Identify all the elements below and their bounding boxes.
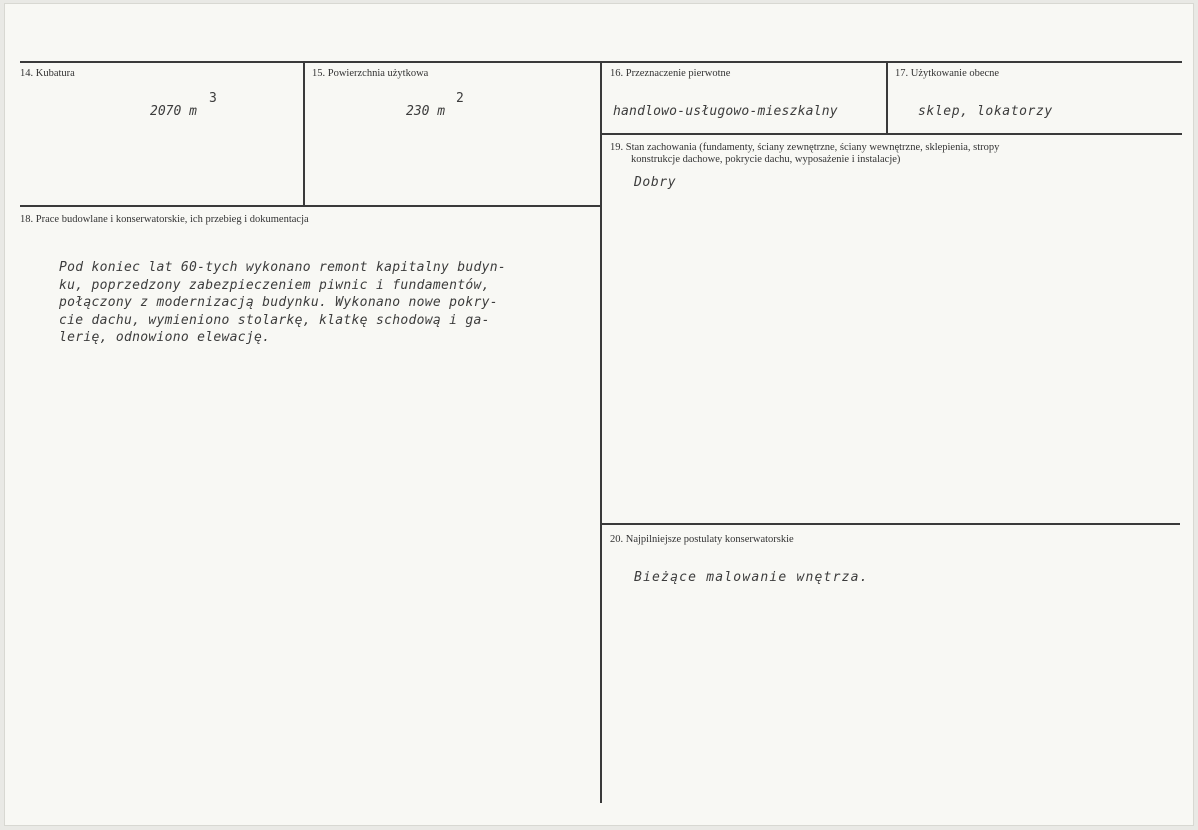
record-card bbox=[4, 3, 1194, 826]
field-20-value: Bieżące malowanie wnętrza. bbox=[634, 570, 869, 585]
field-15-label: 15. Powierzchnia użytkowa bbox=[312, 68, 429, 79]
field-18-text bbox=[59, 259, 506, 347]
field-17-label: 17. Użytkowanie obecne bbox=[895, 68, 1000, 79]
rule-under-19 bbox=[602, 523, 1180, 525]
field-18-label: 18. Prace budowlane i konserwatorskie, ich przebieg i dokumentacja bbox=[20, 214, 309, 225]
field-18-line: połączony z modernizacją budynku. Wykonano nowe pokry- bbox=[59, 295, 498, 310]
divider-16-17 bbox=[886, 63, 888, 133]
field-17-value: sklep, lokatorzy bbox=[918, 104, 1053, 119]
field-16-value: handlowo-usługowo-mieszkalny bbox=[613, 104, 838, 119]
field-18-line: ku, poprzedzony zabezpieczeniem piwnic i fundamentów, bbox=[59, 277, 490, 293]
field-14-label: 14. Kubatura bbox=[20, 68, 75, 79]
field-18-line: lerię, odnowiono elewację. bbox=[59, 330, 271, 345]
rule-under-16-17 bbox=[602, 133, 1182, 135]
field-15-unit-exponent: 2 bbox=[456, 91, 464, 106]
field-19-label: 19. Stan zachowania (fundamenty, ściany zewnętrzne, ściany wewnętrzne, sklepienia, stropy bbox=[610, 142, 1000, 153]
field-18-line: cie dachu, wymieniono stolarkę, klatkę schodową i ga- bbox=[59, 312, 490, 328]
field-16-label: 16. Przeznaczenie pierwotne bbox=[610, 68, 731, 79]
field-14-unit-exponent: 3 bbox=[209, 91, 217, 106]
field-19-label-cont: konstrukcje dachowe, pokrycie dachu, wyposażenie i instalacje) bbox=[631, 154, 901, 165]
field-20-label: 20. Najpilniejsze postulaty konserwatorskie bbox=[610, 534, 794, 545]
main-divider bbox=[600, 63, 602, 803]
rule-under-14-15 bbox=[20, 205, 602, 207]
divider-14-15 bbox=[303, 63, 305, 205]
field-15-value: 230 m bbox=[406, 104, 446, 119]
field-19-value: Dobry bbox=[634, 175, 677, 190]
field-14-value: 2070 m bbox=[150, 104, 197, 119]
field-18-line: Pod koniec lat 60-tych wykonano remont kapitalny budyn- bbox=[59, 260, 506, 275]
